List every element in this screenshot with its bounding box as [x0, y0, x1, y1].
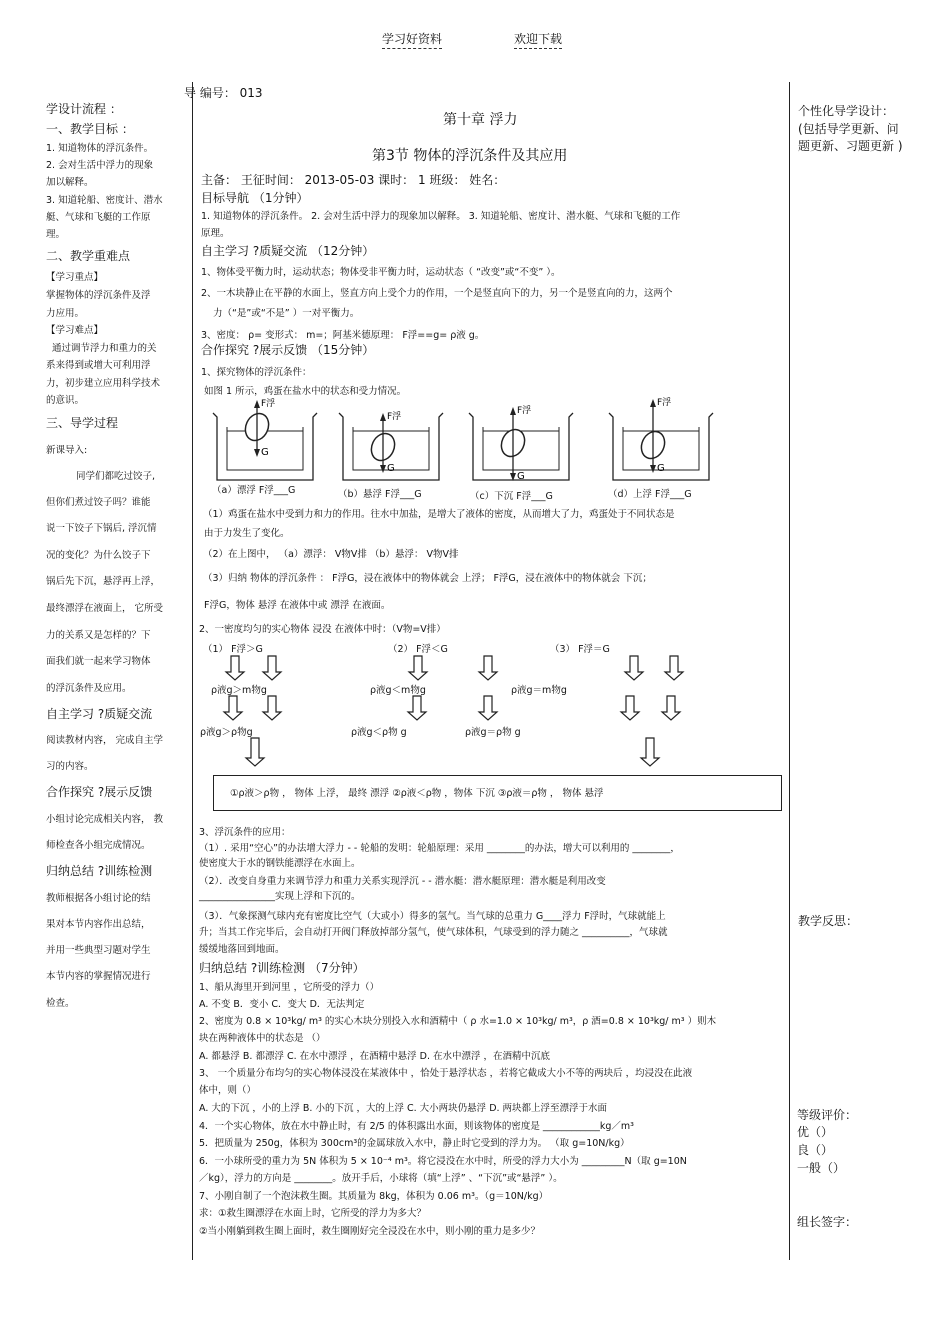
left-p1: 同学们都吃过饺子, [76, 471, 156, 482]
x3-options: A. 大的下沉 ，小的上浮 B. 小的下沉 ，大的上浮 C. 大小两块仍悬浮 D. 两块都上浮至漂浮于水面 [199, 1103, 608, 1114]
left-k2d: 的意识。 [46, 395, 85, 406]
s3b: 使密度大于水的钢铁能漂浮在水面上。 [199, 858, 361, 869]
x6b: ／kg），浮力的方向是 ________。放开手后，小球将（填“上浮” 、“下沉”或“悬浮” ）。 [199, 1173, 563, 1184]
buoyancy-arrowhead-suspend [380, 413, 386, 421]
s3: 3、浮沉条件的应用： [199, 827, 291, 838]
target-heading: 目标导航 （1分钟） [201, 191, 309, 205]
deriv-1: ρ液g＞m物g [211, 685, 267, 696]
s3e: （3）．气象探测气球内充有密度比空气（大或小）得多的氢气。当气球的总重力 G____浮力 F浮时，气球就能上 [199, 911, 666, 922]
case-3: （3） F浮＝G [550, 644, 610, 655]
left-p7: 力的关系又是怎样的？下 [46, 630, 151, 641]
left-a2: 合作探究 ?展示反馈 [46, 785, 153, 799]
buoyancy-arrowhead-sink [510, 407, 516, 415]
fig-label-a: （a）漂浮 F浮___G [212, 485, 296, 496]
self-study-d: 3、密度： ρ= 变形式： m=；阿基米德原理： F浮==g= ρ液 g。 [201, 330, 485, 341]
x7: 7、小刚自制了一个泡沫救生圈。其质量为 8kg，体积为 0.06 m³。（g＝10N/kg） [199, 1191, 549, 1202]
x3b: 体中，则（） [199, 1085, 257, 1096]
force-f-label-rise: F浮 [657, 398, 672, 408]
right-grade: 等级评价： [797, 1108, 858, 1122]
x5: 5．把质量为 250g，体积为 300cm³的金属球放入水中，静止时它受到的浮力为。 （取 g=10N/kg） [199, 1138, 630, 1149]
down-arrow-11 [621, 696, 639, 720]
left-p2: 但你们煮过饺子吗？谁能 [46, 497, 151, 508]
force-g-label-suspend: G [387, 463, 395, 474]
q3a: （3）归纳 物体的浮沉条件 ： F浮G，浸在液体中的物体就会 上浮； F浮G，浸在液体中的物体就会 下沉； [203, 573, 652, 584]
left-intro: 新课导入: [46, 445, 88, 456]
s3d: ________________实现上浮和下沉的。 [199, 891, 361, 902]
fig-label-c: （c）下沉 F浮___G [470, 491, 553, 502]
left-g3c: 理。 [46, 229, 66, 240]
self-study-a: 1、物体受平衡力时，运动状态；物体受非平衡力时，运动状态（ “改变”或“不变” ）。 [201, 267, 561, 278]
force-g-label-sink: G [517, 471, 525, 482]
down-arrow-8 [479, 696, 497, 720]
force-g-label-rise: G [657, 463, 665, 474]
down-arrow-6 [479, 656, 497, 680]
left-k2a: 通过调节浮力和重力的关 [52, 343, 157, 354]
down-arrow-0 [226, 656, 244, 680]
x2-options: A. 都悬浮 B. 都漂浮 C. 在水中漂浮 ，在酒精中悬浮 D. 在水中漂浮 ，在酒精中沉底 [199, 1051, 551, 1062]
header-right: 欢迎下载 [514, 30, 562, 49]
case-2: （2） F浮＜G [388, 644, 448, 655]
chapter-title: 第十章 浮力 [443, 112, 518, 128]
target-b: 原理。 [201, 228, 230, 239]
left-s3: 三、导学过程 [46, 416, 119, 430]
right-reflect: 教学反思： [798, 914, 859, 928]
target-a: 1. 知道物体的浮沉条件。 2. 会对生活中浮力的现象加以解释。 3. 知道轮船、密度计、潜水艇、气球和飞艇的工作 [201, 211, 681, 222]
left-a3: 归纳总结 ?训练检测 [46, 864, 153, 878]
arrow-diagram [200, 640, 760, 770]
down-arrow-12 [662, 696, 680, 720]
fig-label-b: （b）悬浮 F浮___G [338, 489, 422, 500]
right-grade-good: 良（） [797, 1143, 834, 1157]
left-k2c: 力，初步建立应用科学技术 [46, 378, 161, 389]
left-s1: 一、教学目标 ： [46, 122, 134, 136]
left-a2a: 小组讨论完成相关内容， 教 [46, 814, 164, 825]
x7a: 求：①救生圈漂浮在水面上时，它所受的浮力为多大？ [199, 1208, 427, 1219]
left-a1b: 习的内容。 [46, 761, 94, 772]
q2: （2）在上图中， （a）漂浮： V物V排 （b）悬浮： V物V排 [203, 549, 459, 560]
left-a2b: 师检查各小组完成情况。 [46, 840, 151, 851]
x3a: 3、 一个质量分布均匀的实心物体浸没在某液体中 ，恰处于悬浮状态 ，若将它截成大小不等的两块后 ，均浸没在此液 [199, 1068, 693, 1079]
x2a: 2、密度为 0.8 × 10³kg/ m³ 的实心木块分别投入水和酒精中（ ρ 水=1.0 × 10³kg/ m³，ρ 酒=0.8 × 10³kg/ m³ ）则木 [199, 1016, 717, 1027]
left-p5: 锅后先下沉，悬浮再上浮， [46, 576, 161, 587]
right-sub1: (包括导学更新、问 [798, 122, 899, 136]
left-s2: 二、教学重难点 [46, 249, 131, 263]
meta-line: 主备： 王征时间： 2013-05-03 课时： 1 班级： 姓名： [201, 173, 506, 187]
x7b: ②当小刚躺到救生圈上面时，救生圈刚好完全浸没在水中，则小刚的重力是多少？ [199, 1226, 541, 1237]
result-1: ρ液g＞ρ物g [200, 727, 253, 738]
left-p4: 况的变化？为什么饺子下 [46, 550, 151, 561]
left-g2a: 2. 会对生活中浮力的现象 [46, 160, 154, 171]
right-grade-excellent: 优（） [797, 1125, 834, 1139]
down-arrow-13 [641, 738, 659, 766]
summary-text: ①ρ液＞ρ物 ， 物体 上浮， 最终 漂浮 ②ρ液＜ρ物 ，物体 下沉 ③ρ液＝ρ物 ， 物体 悬浮 [230, 788, 604, 799]
s3c: （2）．改变自身重力来调节浮力和重力关系实现浮沉 - - 潜水艇：潜水艇原理：潜水艇是利用改变 [199, 876, 606, 887]
left-a3b: 果对本节内容作出总结， [46, 919, 151, 930]
force-f-label-suspend: F浮 [387, 412, 402, 422]
left-a3e: 检查。 [46, 998, 75, 1009]
guide-number: 导 编号： 013 [184, 86, 263, 100]
s2: 2、一密度均匀的实心物体 浸没 在液体中时：（V物=V排） [199, 624, 446, 635]
left-k2b: 系来得到或增大可利用浮 [46, 360, 151, 371]
left-k1b: 力应用。 [46, 308, 85, 319]
down-arrow-1 [263, 656, 281, 680]
cooperate-heading: 合作探究 ?展示反馈 （15分钟） [201, 343, 375, 357]
self-study-heading: 自主学习 ?质疑交流 （12分钟） [201, 244, 375, 258]
s3a: （1）. 采用“空心”的办法增大浮力 - - 轮船的发明：轮船原理：采用 ________的办法，增大可以利用的 ________， [199, 843, 680, 854]
left-k1a: 掌握物体的浮沉条件及浮 [46, 290, 151, 301]
left-a3d: 本节内容的掌握情况进行 [46, 971, 151, 982]
down-arrow-9 [625, 656, 643, 680]
fig-label-d: （d）上浮 F浮___G [608, 489, 692, 500]
force-f-label-sink: F浮 [517, 406, 532, 416]
right-title: 个性化导学设计： [798, 104, 895, 118]
deriv-2: ρ液g＜m物g [370, 685, 426, 696]
left-p8: 面我们就一起来学习物体 [46, 656, 151, 667]
result-2: ρ液g＜ρ物 g [351, 727, 407, 738]
left-k2: 【学习难点】 [46, 325, 104, 336]
left-a1a: 阅读教材内容， 完成自主学 [46, 735, 164, 746]
x1: 1、船从海里开到河里 ，它所受的浮力（） [199, 982, 380, 993]
x4: 4．一个实心物体，放在水中静止时，有 2/5 的体积露出水面，则该物体的密度是 ____________kg／m³ [199, 1121, 634, 1132]
left-title: 学设计流程 ： [46, 102, 122, 116]
x1-options: A. 不变 B．变小 C．变大 D．无法判定 [199, 999, 365, 1010]
left-a1: 自主学习 ?质疑交流 [46, 707, 153, 721]
summary-heading: 归纳总结 ?训练检测 （7分钟） [199, 961, 365, 975]
buoyancy-arrowhead-float [254, 400, 260, 408]
s3f: 升；当其工作完毕后，会自动打开阀门释放掉部分氢气，使气球体积，气球受到的浮力随之 __________，气球就 [199, 927, 668, 938]
left-g1: 1. 知道物体的浮沉条件。 [46, 143, 154, 154]
right-grade-fair: 一般（） [797, 1161, 846, 1175]
case-1: （1） F浮＞G [203, 644, 263, 655]
left-g2b: 加以解释。 [46, 177, 94, 188]
cooperate-b: 如图 1 所示，鸡蛋在盐水中的状态和受力情况。 [204, 386, 407, 397]
gravity-arrowhead-rise [650, 465, 656, 473]
q1b: 由于力发生了变化。 [204, 528, 290, 539]
down-arrow-2 [224, 696, 242, 720]
buoyancy-arrowhead-rise [650, 399, 656, 407]
down-arrow-5 [409, 656, 427, 680]
x6a: 6．一小球所受的重力为 5N 体积为 5 × 10⁻⁴ m³。将它浸没在水中时，所受的浮力大小为 _________N（取 g=10N [199, 1156, 687, 1167]
header-left: 学习好资料 [382, 30, 442, 49]
left-divider [192, 82, 193, 1260]
down-arrow-10 [665, 656, 683, 680]
down-arrow-3 [263, 696, 281, 720]
left-p3: 说一下饺子下锅后, 浮沉情 [46, 523, 157, 534]
deriv-3: ρ液g＝m物g [511, 685, 567, 696]
left-g3b: 艇、气球和飞艇的工作原 [46, 212, 151, 223]
left-g3a: 3. 知道轮船、密度计、潜水 [46, 195, 163, 206]
force-g-label-float: G [261, 447, 269, 458]
section-title: 第3节 物体的浮沉条件及其应用 [372, 148, 568, 164]
x2b: 块在两种液体中的状态是 （） [199, 1033, 326, 1044]
down-arrow-4 [246, 738, 264, 766]
gravity-arrowhead-suspend [380, 465, 386, 473]
gravity-arrowhead-float [254, 449, 260, 457]
left-k1: 【学习重点】 [46, 272, 104, 283]
force-f-label-float: F浮 [261, 399, 276, 409]
right-divider [789, 82, 790, 1260]
cooperate-a: 1、探究物体的浮沉条件： [201, 367, 312, 378]
left-p6: 最终漂浮在液面上， 它所受 [46, 603, 164, 614]
left-a3a: 教师根据各小组讨论的结 [46, 893, 151, 904]
self-study-c: 力（“是”或“不是” ）一对平衡力。 [213, 308, 360, 319]
left-p9: 的浮沉条件及应用。 [46, 683, 132, 694]
q1a: （1）鸡蛋在盐水中受到力和力的作用。往水中加盐，是增大了液体的密度，从而增大了力，鸡蛋处于不同状态是 [203, 509, 675, 520]
right-sign: 组长签字： [797, 1215, 858, 1229]
result-3: ρ液g＝ρ物 g [465, 727, 521, 738]
s3g: 缓缓地落回到地面。 [199, 944, 285, 955]
down-arrow-7 [408, 696, 426, 720]
self-study-b: 2、一木块静止在平静的水面上，竖直方向上受个力的作用，一个是竖直向下的力，另一个是竖直向的力，这两个 [201, 288, 673, 299]
left-a3c: 并用一些典型习题对学生 [46, 945, 151, 956]
right-sub2: 题更新、习题更新 ) [798, 139, 903, 153]
q3b: F浮G，物体 悬浮 在液体中或 漂浮 在液面。 [204, 600, 391, 611]
